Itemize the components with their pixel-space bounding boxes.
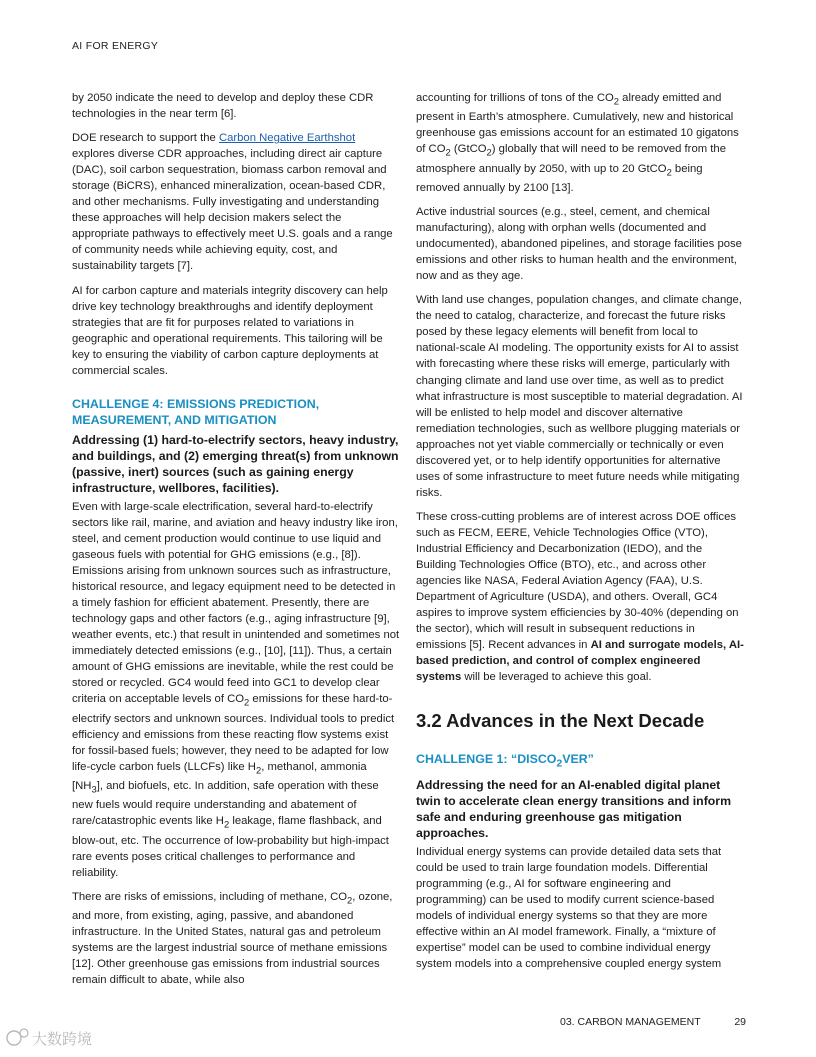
- subscript: 2: [486, 146, 492, 158]
- subscript: 2: [613, 95, 620, 107]
- paragraph: [72, 499, 400, 881]
- text: leakage, flame flashback, and blow-out, etc. The occurrence of low-probability but high-impact rare events poses critical challenges to performance and reliability.: [72, 815, 389, 879]
- page-footer: [560, 1016, 746, 1028]
- text: ], and biofuels, etc. In addition, safe operation with these new fuels would require understanding and abatement of rare/catastrophic events like H: [72, 780, 379, 828]
- subscript: 2: [255, 764, 262, 776]
- paragraph: AI for carbon capture and materials integrity discovery can help drive key technology breakthroughs and identify deployment strategies that are fit for purposes related to variations in geographic and operational requirements. This tailoring will be key to ensuring the viability of carbon capture deployments at commercial scales.: [72, 284, 388, 377]
- text: There are risks of emissions, including of methane, CO: [72, 890, 348, 903]
- text: already emitted and present in Earth’s atmosphere. Cumulatively, new and historical greenhouse gas emissions account for an estimated 10 gigatons of CO: [416, 92, 739, 156]
- challenge-1-heading: [416, 751, 744, 772]
- page-number: 29: [734, 1016, 746, 1028]
- paragraph: [72, 889, 400, 989]
- paragraph: With land use changes, population changes, and climate change, the need to catalog, characterize, and forecast the future risks posed by these legacy elements will benefit from local to national-scale AI modeling. The opportunity exists for AI to assist with forecasting where these risks will emerge, particularly with changing climate and land use over time, as well as to predict what infrastructure is most susceptible to material degradation. AI will be enlisted to help model and discover alternative remediation technologies, such as wellbore plugging materials or approaches not yet viable commercially or technically or even discovered yet, or to help identify opportunities for alternative uses of some infrastructure to meet future needs while mitigating risks.: [416, 294, 743, 499]
- text: being removed annually by 2100 [13].: [416, 162, 703, 194]
- text: (GtCO: [450, 143, 487, 156]
- paragraph: [416, 90, 744, 196]
- text: These cross-cutting problems are of interest across DOE offices such as FECM, EERE, Vehicle Technologies Office (VTO), Industrial Efficiency and Decarbonization (IEDO), and the Building Technologies Office (BTO), etc., and across other agencies like NASA, Federal Aviation Agency (FAA), U.S. Department of Agriculture (USDA), and others. Overall, GC4 aspires to improve system efficiencies by 30-40% (depending on the sector), which will result in subsequent reductions in emissions [5]. Recent advances in: [416, 510, 739, 652]
- text: CHALLENGE 1: “DISCO: [416, 752, 557, 767]
- footer-section-label: 03. CARBON MANAGEMENT: [560, 1016, 701, 1028]
- paragraph: by 2050 indicate the need to develop and deploy these CDR technologies in the near term [6].: [72, 92, 374, 121]
- subscript: 2: [244, 696, 250, 708]
- bold-text: AI and surrogate models, AI-based prediction, and control of complex engineered systems: [416, 639, 744, 684]
- text: will be leveraged to achieve this goal.: [461, 671, 652, 684]
- watermark-icon: [4, 1024, 114, 1052]
- text: explores diverse CDR approaches, including direct air capture (DAC), soil carbon sequestration, biomass carbon removal and storage (BiCRS), enhanced mineralization, ocean-based CDR, and other mechanisms. Fully investigating and understanding these approaches will help decision makers select the appropriate pathways to effectively meet U.S. goals and a range of community needs while achieving equity, cost, and sustainability targets [7].: [72, 148, 393, 273]
- subscript: 2: [347, 894, 353, 906]
- subscript: 2: [556, 758, 563, 770]
- watermark-text: 大数跨境: [32, 1030, 93, 1048]
- subscript: 2: [666, 165, 672, 177]
- challenge-1-subheading: Addressing the need for an AI-enabled digital planet twin to accelerate clean energy transitions and inform safe and enduring greenhouse gas mitigation approaches.: [416, 777, 732, 840]
- paragraph: [72, 130, 400, 274]
- left-column: [72, 90, 400, 996]
- challenge-4-heading: CHALLENGE 4: EMISSIONS PREDICTION, MEASUREMENT, AND MITIGATION: [72, 396, 320, 427]
- paragraph: Active industrial sources (e.g., steel, cement, and chemical manufacturing), along with orphan wells (documented and undocumented), abandoned pipelines, and storage facilities pose emissions and other risks to human health and the environment, now and as they age.: [416, 206, 742, 283]
- subscript: 2: [445, 146, 451, 158]
- running-header: AI FOR ENERGY: [72, 40, 159, 52]
- text: Even with large-scale electrification, several hard-to-electrify sectors like rail, marine, and aviation and heavy industry like iron, steel, and cement production would continue to use liquid and gaseous fuels with potential for GHG emissions (e.g., [8]). Emissions arising from unknown sources such as infrastructure, historical resource, and legacy equipment need to be detected in a timely fashion for efficient abatement. Presently, there are technology gaps and other factors (e.g., aging infrastructure [9], weather events, etc.) that result in unintended and sometimes not immediately detected emissions (e.g., [10], [11]). Thus, a certain amount of GHG emissions are inevitable, while the rest could be stored or recycled. GC4 would feed into GC1 to develop clear criteria on acceptable levels of CO: [72, 500, 400, 706]
- right-column: [416, 90, 744, 980]
- watermark-logo: [4, 1024, 114, 1057]
- text: DOE research to support the: [72, 132, 219, 145]
- paragraph: [416, 509, 744, 686]
- text: , ozone, and more, from existing, aging, passive, and abandoned infrastructure. In the United States, natural gas and petroleum systems are the largest industrial source of methane emissions [12]. Other greenhouse gas emissions from industrial sources remain difficult to abate, while also: [72, 890, 393, 987]
- section-heading: 3.2 Advances in the Next Decade: [416, 710, 705, 732]
- carbon-negative-earthshot-link[interactable]: Carbon Negative Earthshot: [218, 132, 356, 145]
- subscript: 3: [91, 783, 97, 795]
- text: , methanol, ammonia [NH: [72, 760, 367, 793]
- text: accounting for trillions of tons of the CO: [416, 92, 614, 104]
- text: emissions for these hard-to-electrify sectors and unknown sources. Individual tools to predict efficiency and emissions from these reacting flow systems exist for fossil-based fuels; however, they need to be adapted for low life-cycle carbon fuels (LLCFs) like H: [72, 693, 395, 773]
- text: VER”: [562, 752, 594, 767]
- paragraph: Individual energy systems can provide detailed data sets that could be used to train large foundation models. Differential programming (e.g., AI for software engineering and programming) can be used to modify current science-based models of individual energy systems so that they are more effective within an AI model framework. Finally, a “mixture of expertise” model can be used to combine individual energy system models into a comprehensive coupled energy system: [416, 845, 722, 971]
- text: ) globally that will need to be removed from the atmosphere annually by 2050, with up to 20 GtCO: [416, 143, 726, 175]
- challenge-4-subheading: Addressing (1) hard-to-electrify sectors, heavy industry, and buildings, and (2) emerging threat(s) from unknown (passive, inert) sources (such as gaining energy infrastructure, wellbores, facilities).: [72, 432, 399, 495]
- subscript: 2: [223, 818, 230, 830]
